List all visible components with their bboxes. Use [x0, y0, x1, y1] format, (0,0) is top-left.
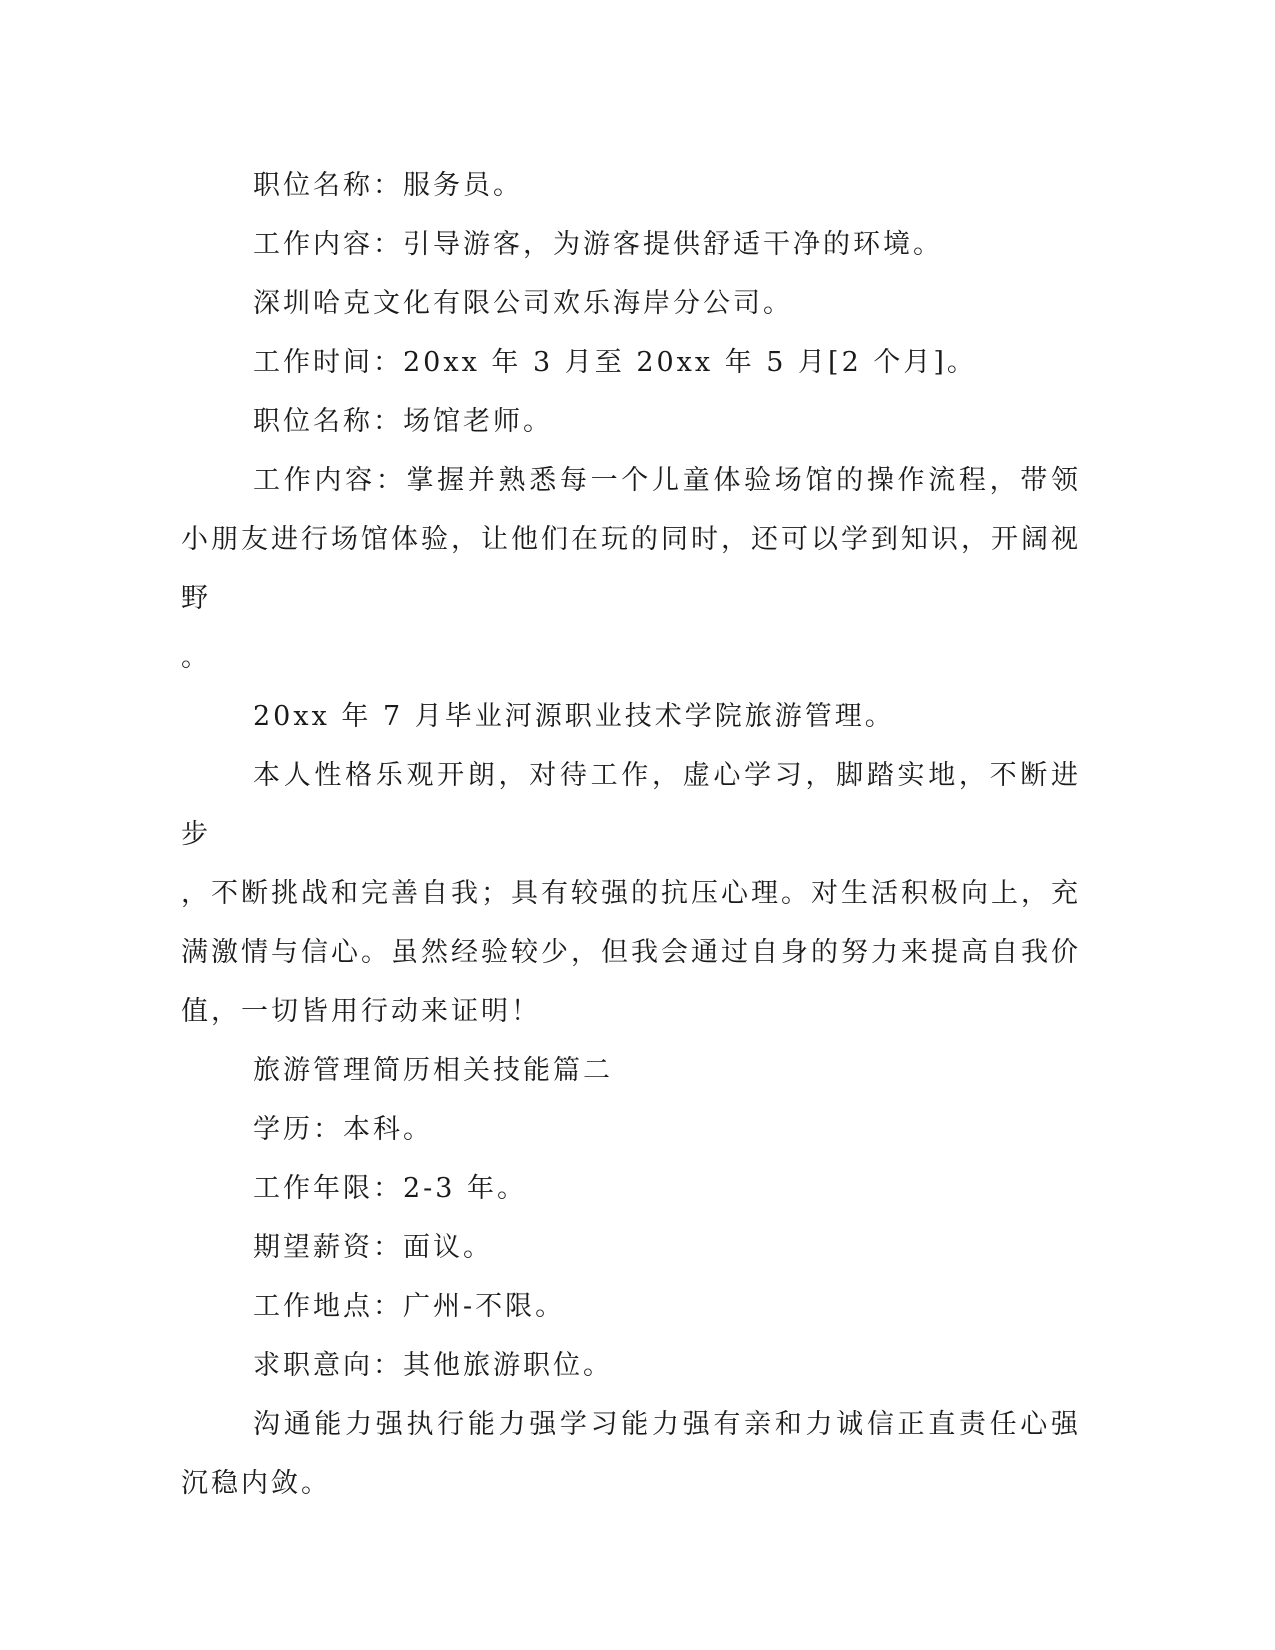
paragraph-skills-summary: 沟通能力强执行能力强学习能力强有亲和力诚信正直责任心强沉稳内敛。 [181, 1409, 1081, 1499]
document-body [181, 156, 1081, 1513]
paragraph-work-years: 工作年限：2-3 年。 [253, 1173, 528, 1204]
paragraph-position-title-teacher: 职位名称：场馆老师。 [253, 406, 553, 437]
paragraph-work-period: 工作时间：20xx 年 3 月至 20xx 年 5 月[2 个月]。 [253, 347, 977, 378]
paragraph-job-duties-guide: 工作内容：引导游客，为游客提供舒适干净的环境。 [253, 229, 943, 260]
paragraph-graduation: 20xx 年 7 月毕业河源职业技术学院旅游管理。 [253, 701, 895, 732]
paragraph-position-title-waiter: 职位名称：服务员。 [253, 170, 523, 201]
paragraph-expected-salary: 期望薪资：面议。 [253, 1232, 493, 1263]
paragraph-trailing-period: 。 [181, 642, 211, 673]
paragraph-education: 学历：本科。 [253, 1114, 433, 1145]
paragraph-self-evaluation-continued: ，不断挑战和完善自我；具有较强的抗压心理。对生活积极向上，充满激情与信心。虽然经验较少，但我会通过自身的努力来提高自我价值，一切皆用行动来证明！ [181, 878, 1081, 1027]
paragraph-self-evaluation-first-line: 本人性格乐观开朗，对待工作，虚心学习，脚踏实地，不断进步 [181, 760, 1081, 850]
paragraph-work-location: 工作地点：广州-不限。 [253, 1291, 566, 1322]
paragraph-company-name: 深圳哈克文化有限公司欢乐海岸分公司。 [253, 288, 793, 319]
paragraph-job-intention: 求职意向：其他旅游职位。 [253, 1350, 613, 1381]
paragraph-job-duties-venue: 工作内容：掌握并熟悉每一个儿童体验场馆的操作流程，带领小朋友进行场馆体验，让他们在玩的同时，还可以学到知识，开阔视野 [181, 465, 1081, 614]
section-heading-skills-part-two: 旅游管理简历相关技能篇二 [253, 1055, 613, 1086]
